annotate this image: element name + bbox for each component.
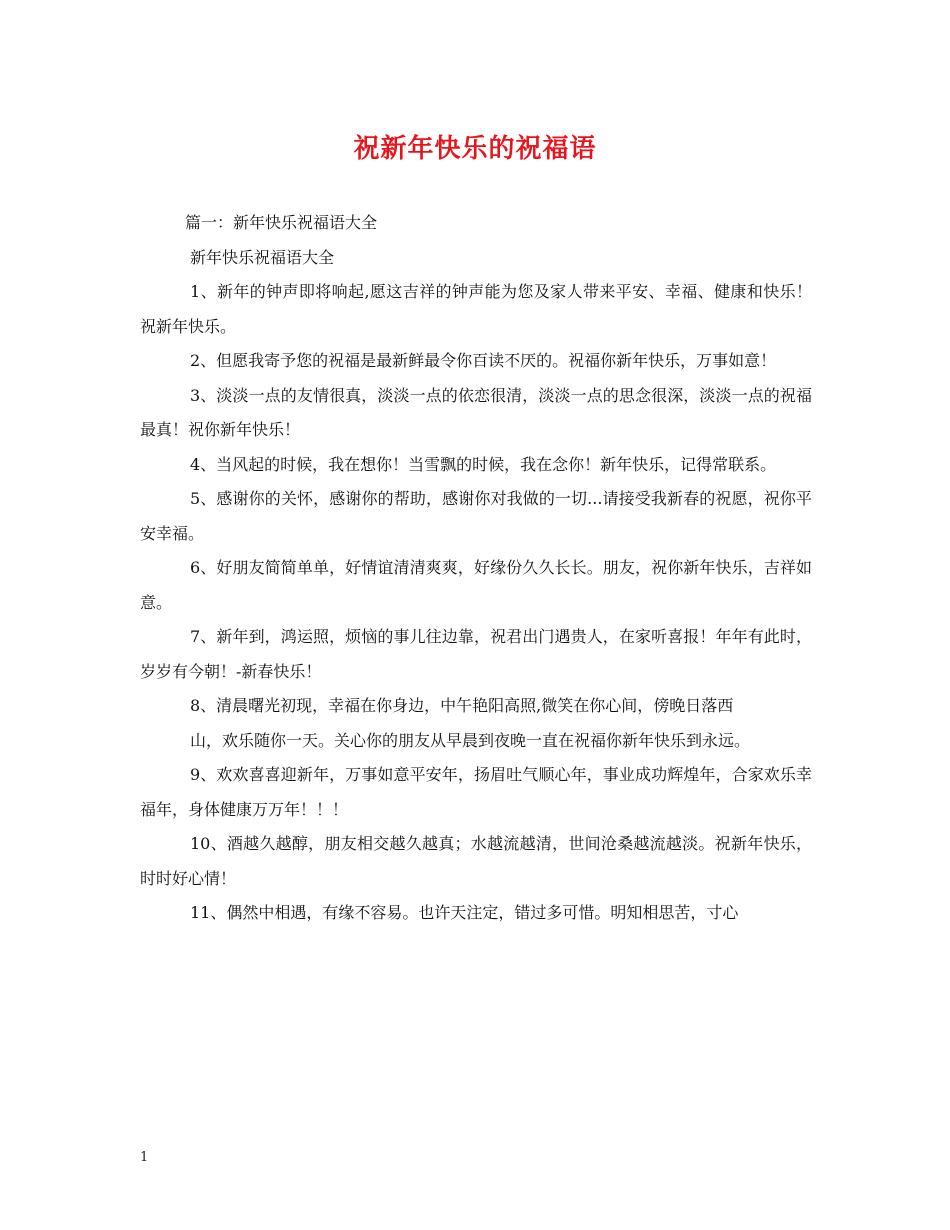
paragraph-6: 6、好朋友简简单单，好情谊清清爽爽，好缘份久久长长。朋友，祝你新年快乐，吉祥如意。 <box>140 558 812 612</box>
paragraph-3: 3、淡淡一点的友情很真，淡淡一点的依恋很清，淡淡一点的思念很深，淡淡一点的祝福最真！祝你新年快乐！ <box>140 385 812 439</box>
paragraph-8: 8、清晨曙光初现，幸福在你身边，中午艳阳高照,微笑在你心间，傍晚日落西 <box>190 696 734 715</box>
paragraph-5: 5、感谢你的关怀，感谢你的帮助，感谢你对我做的一切...请接受我新春的祝愿，祝你平安幸福。 <box>140 489 812 543</box>
document-body <box>140 206 812 931</box>
subsection-heading: 新年快乐祝福语大全 <box>190 247 335 267</box>
paragraph-8-continued: 山，欢乐随你一天。关心你的朋友从早晨到夜晚一直在祝福你新年快乐到永远。 <box>190 730 751 750</box>
paragraph-7: 7、新年到，鸿运照，烦恼的事儿往边靠，祝君出门遇贵人，在家听喜报！年年有此时，岁岁有今朝！-新春快乐！ <box>140 627 812 681</box>
paragraph-4: 4、当风起的时候，我在想你！当雪飘的时候，我在念你！新年快乐，记得常联系。 <box>190 454 777 474</box>
document-title: 祝新年快乐的祝福语 <box>353 134 597 164</box>
paragraph-9: 9、欢欢喜喜迎新年，万事如意平安年，扬眉吐气顺心年，事业成功辉煌年，合家欢乐幸福年，身体健康万万年！！！ <box>140 765 812 819</box>
page-number: 1 <box>140 1150 149 1165</box>
paragraph-10: 10、酒越久越醇，朋友相交越久越真；水越流越清，世间沧桑越流越淡。祝新年快乐，时时好心情！ <box>140 834 812 888</box>
paragraph-2: 2、但愿我寄予您的祝福是最新鲜最令你百读不厌的。祝福你新年快乐，万事如意！ <box>190 351 777 370</box>
paragraph-11: 11、偶然中相遇，有缘不容易。也许天注定，错过多可惜。明知相思苦，寸心 <box>190 903 739 922</box>
paragraph-1: 1、新年的钟声即将响起,愿这吉祥的钟声能为您及家人带来平安、幸福、健康和快乐！祝新年快乐。 <box>140 282 812 336</box>
section-heading: 篇一：新年快乐祝福语大全 <box>185 213 378 232</box>
